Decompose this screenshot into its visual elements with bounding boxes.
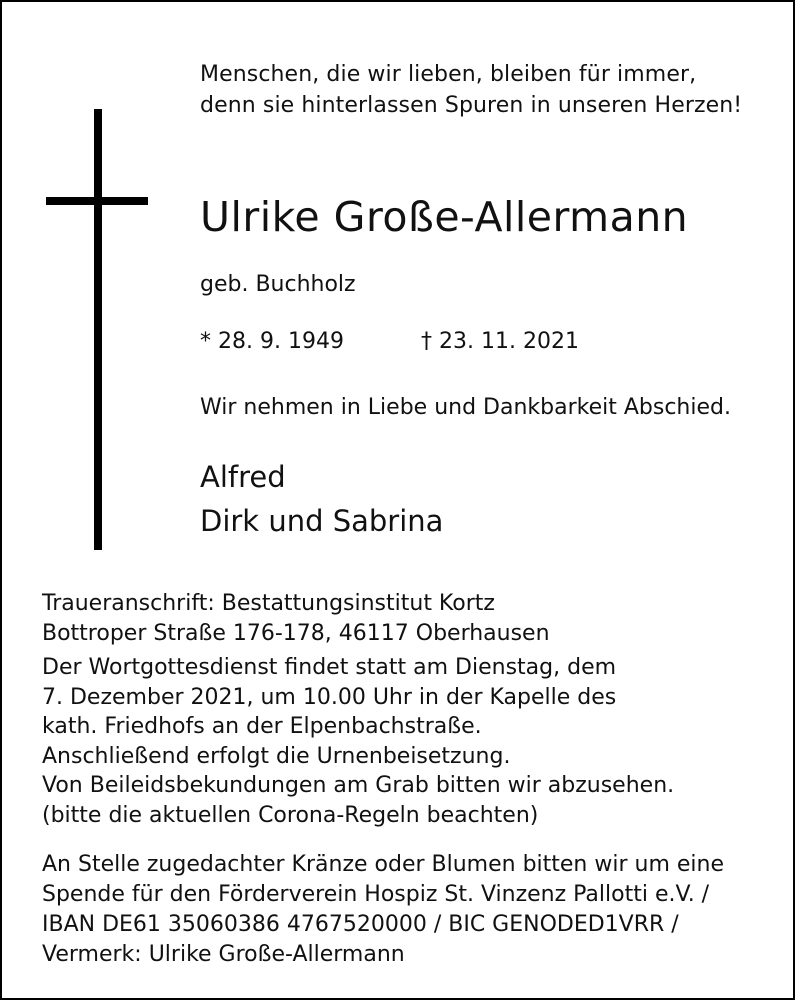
donation-line: Spende für den Förderverein Hospiz St. Vinzenz Pallotti e.V. / [42,882,710,907]
funeral-service-info [42,653,674,830]
mourner-name: Dirk und Sabrina [200,504,444,538]
motto-line: denn sie hinterlassen Spuren in unseren Herzen! [200,93,743,118]
cross-icon-horizontal-bar [46,197,148,205]
death-date: † 23. 11. 2021 [421,329,579,354]
birth-date: * 28. 9. 1949 [200,329,344,354]
donation-line: Vermerk: Ulrike Große-Allermann [42,942,405,967]
address-line: Traueranschrift: Bestattungsinstitut Kortz [42,591,495,616]
birth-name: geb. Buchholz [200,272,356,297]
deceased-name: Ulrike Große-Allermann [200,193,689,241]
donation-line: An Stelle zugedachter Kränze oder Blumen bitten wir um eine [42,852,724,877]
farewell-statement: Wir nehmen in Liebe und Dankbarkeit Abschied. [200,395,731,420]
mourning-address [42,589,550,649]
service-line: Von Beileidsbekundungen am Grab bitten wir abzusehen. [42,773,675,798]
donation-line: IBAN DE61 35060386 4767520000 / BIC GENODED1VRR / [42,912,679,937]
service-line: Anschließend erfolgt die Urnenbeisetzung. [42,743,511,769]
service-line: 7. Dezember 2021, um 10.00 Uhr in der Kapelle des [42,684,617,710]
cross-icon-vertical-bar [94,109,102,550]
memorial-motto [200,59,742,121]
service-line: (bitte die aktuellen Corona-Regeln beachten) [42,802,539,828]
mourner-name: Alfred [200,460,286,494]
donation-request [42,850,724,970]
motto-line: Menschen, die wir lieben, bleiben für immer, [200,62,697,87]
service-line: kath. Friedhofs an der Elpenbachstraße. [42,714,482,739]
service-line: Der Wortgottesdienst findet statt am Dienstag, dem [42,655,617,680]
mourners-list [200,455,443,543]
address-line: Bottroper Straße 176-178, 46117 Oberhausen [42,621,550,646]
